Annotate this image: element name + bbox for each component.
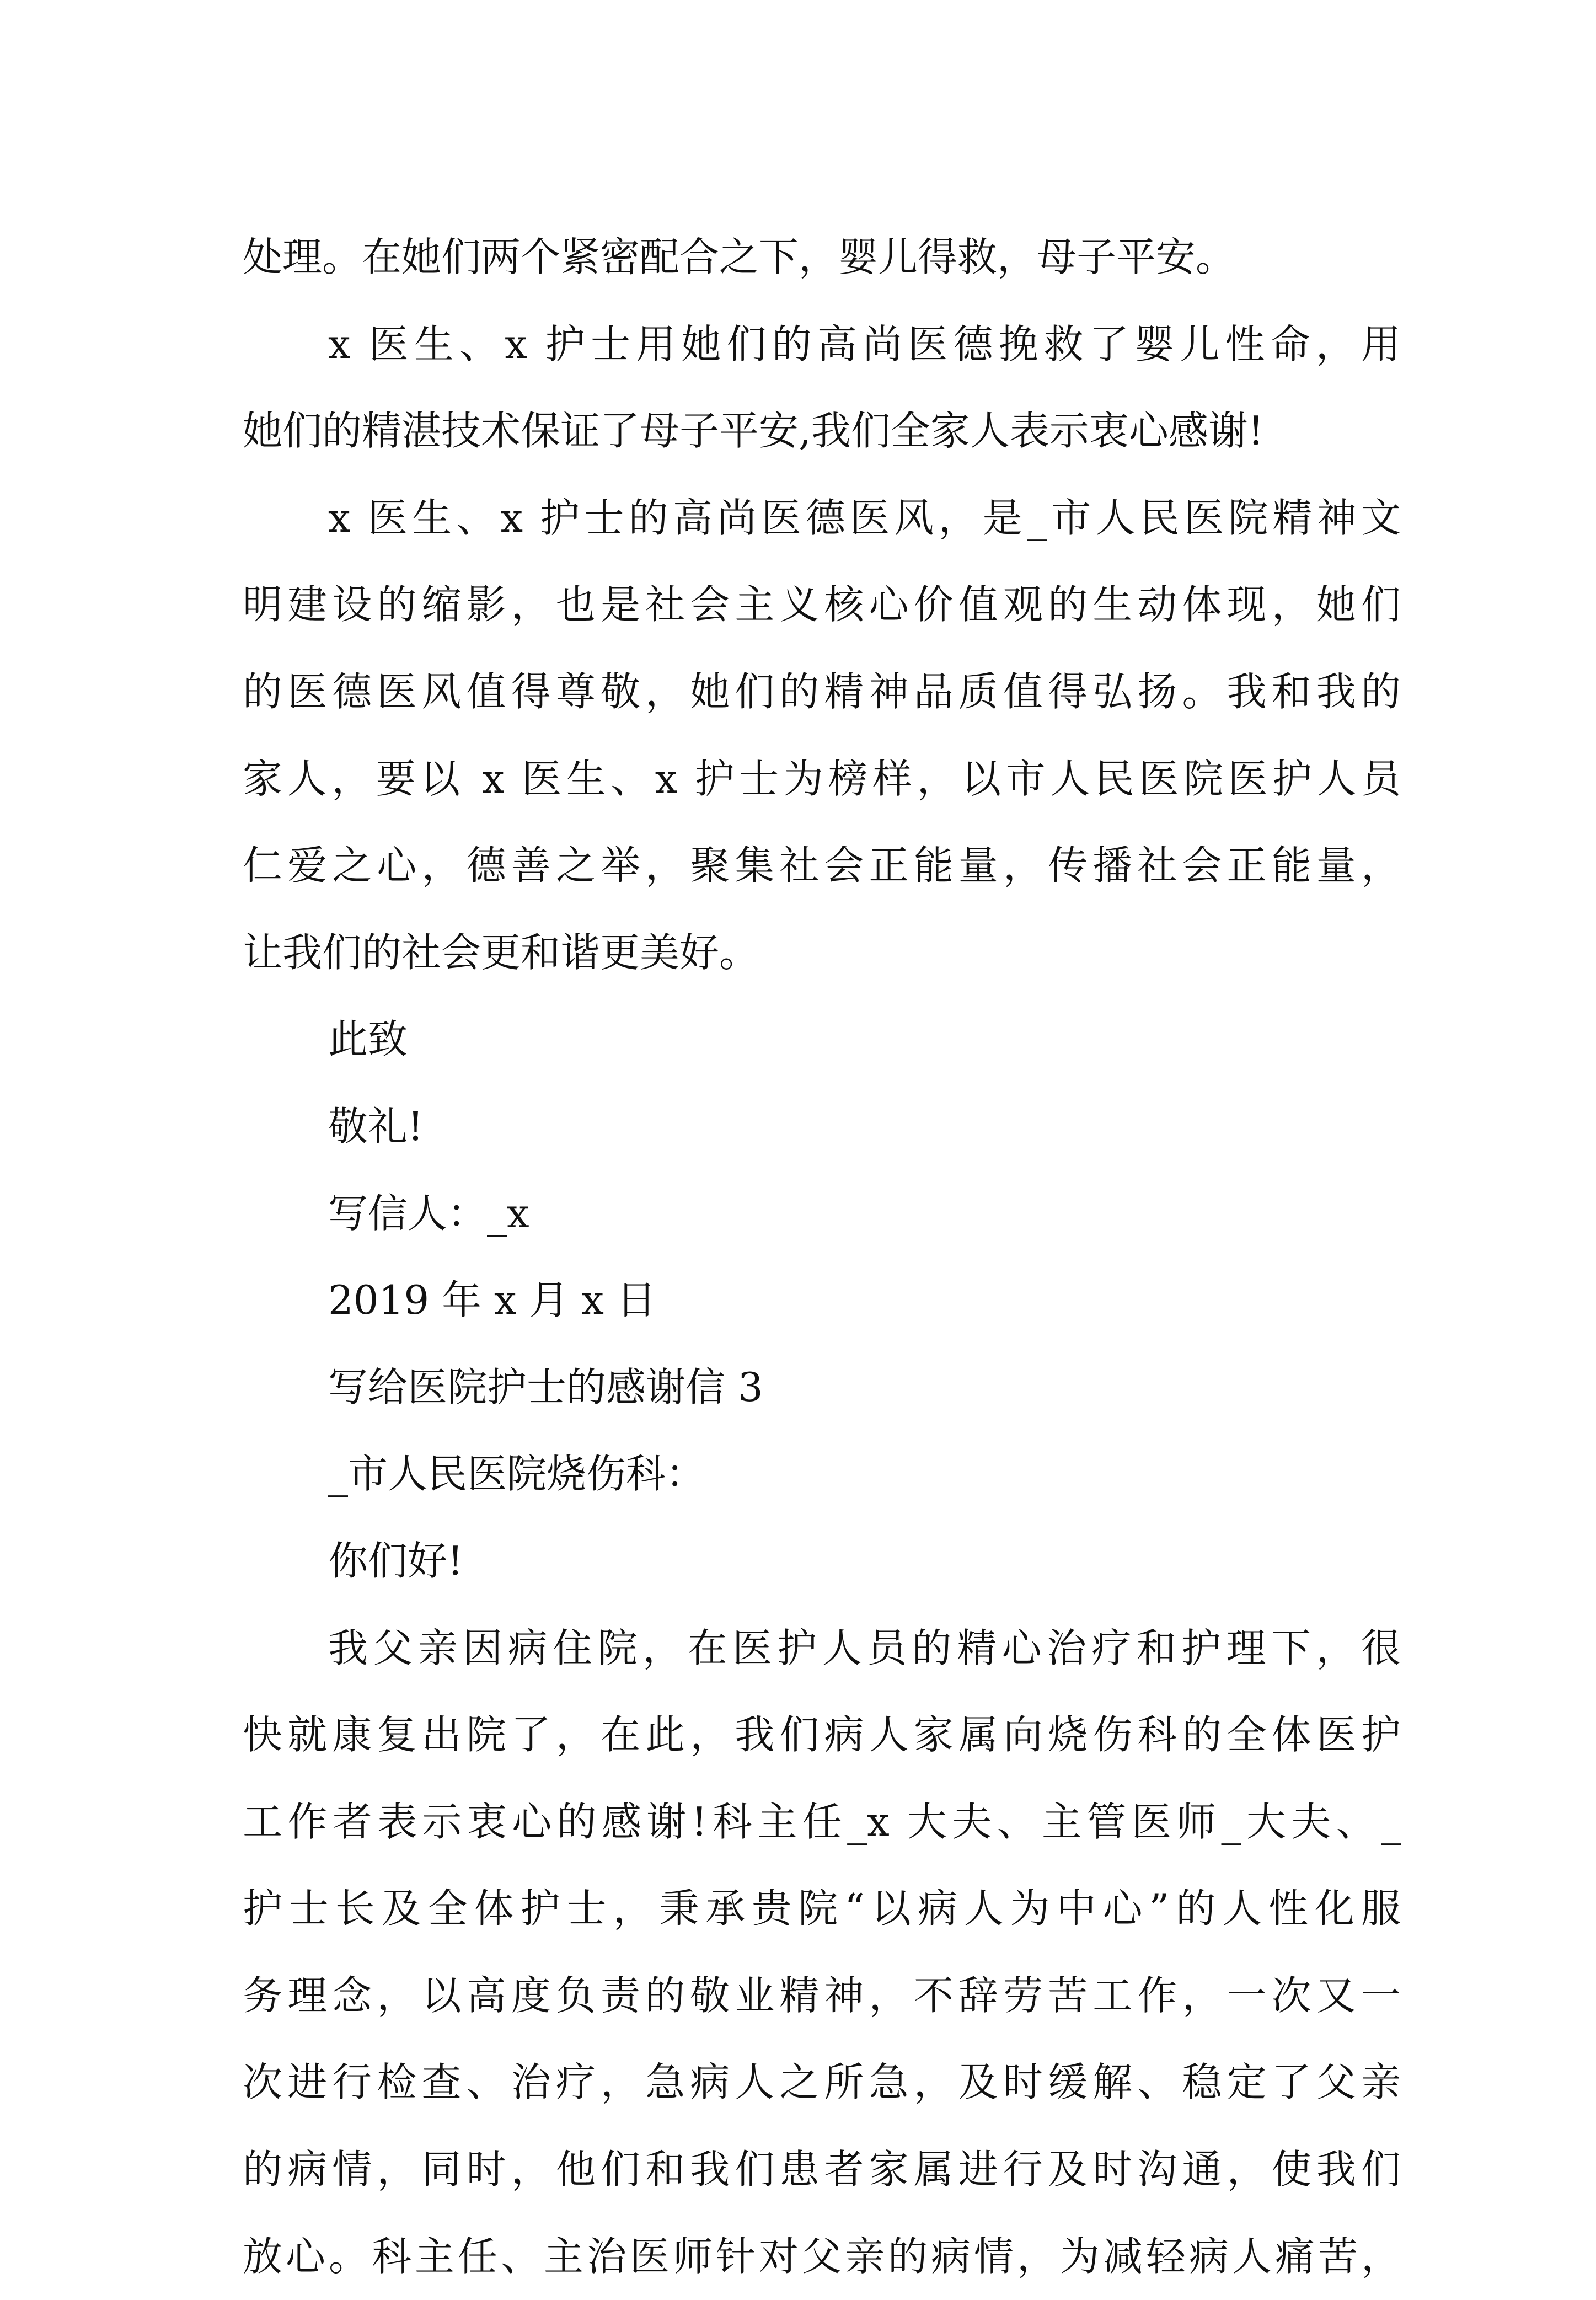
text-line: x 医生、x 护士用她们的高尚医德挽救了婴儿性命，用 [328,320,1401,367]
letter-body [243,214,1401,2300]
text-line: 的医德医风值得尊敬，她们的精神品质值得弘扬。我和我的 [243,668,1401,715]
text-line: 工作者表示衷心的感谢!科主任_x 大夫、主管医师_大夫、_ [243,1798,1401,1845]
text-line: 我父亲因病住院，在医护人员的精心治疗和护理下，很 [328,1624,1401,1671]
text-line: 此致 [328,1016,408,1063]
text-line: 务理念，以高度负责的敬业精神，不辞劳苦工作，一次又一 [243,1972,1401,2019]
text-line: 你们好! [328,1537,463,1584]
text-line: 快就康复出院了，在此，我们病人家属向烧伤科的全体医护 [243,1711,1401,1758]
text-line: 护士长及全体护士，秉承贵院“以病人为中心”的人性化服 [243,1885,1401,1932]
text-line: 的病情，同时，他们和我们患者家属进行及时沟通，使我们 [243,2146,1401,2193]
text-line: 仁爱之心，德善之举，聚集社会正能量，传播社会正能量， [243,842,1401,889]
text-line: 让我们的社会更和谐更美好。 [243,929,759,976]
text-line: 次进行检查、治疗，急病人之所急，及时缓解、稳定了父亲 [243,2059,1401,2106]
text-line: 明建设的缩影，也是社会主义核心价值观的生动体现，她们 [243,581,1401,628]
text-line: _市人民医院烧伤科： [328,1451,706,1497]
text-line: 2019 年 x 月 x 日 [328,1277,656,1324]
text-line: 敬礼! [328,1103,424,1149]
text-line: 家人，要以 x 医生、x 护士为榜样，以市人民医院医护人员 [243,755,1401,802]
text-line: 处理。在她们两个紧密配合之下，婴儿得救，母子平安。 [243,234,1236,280]
text-line: 她们的精湛技术保证了母子平安,我们全家人表示衷心感谢! [243,408,1264,454]
text-line: x 医生、x 护士的高尚医德医风，是_市人民医院精神文 [328,494,1401,541]
text-line: 写信人：_x [328,1190,529,1237]
text-line: 写给医院护士的感谢信 3 [328,1363,763,1410]
text-line: 放心。科主任、主治医师针对父亲的病情，为减轻病人痛苦， [243,2233,1401,2280]
